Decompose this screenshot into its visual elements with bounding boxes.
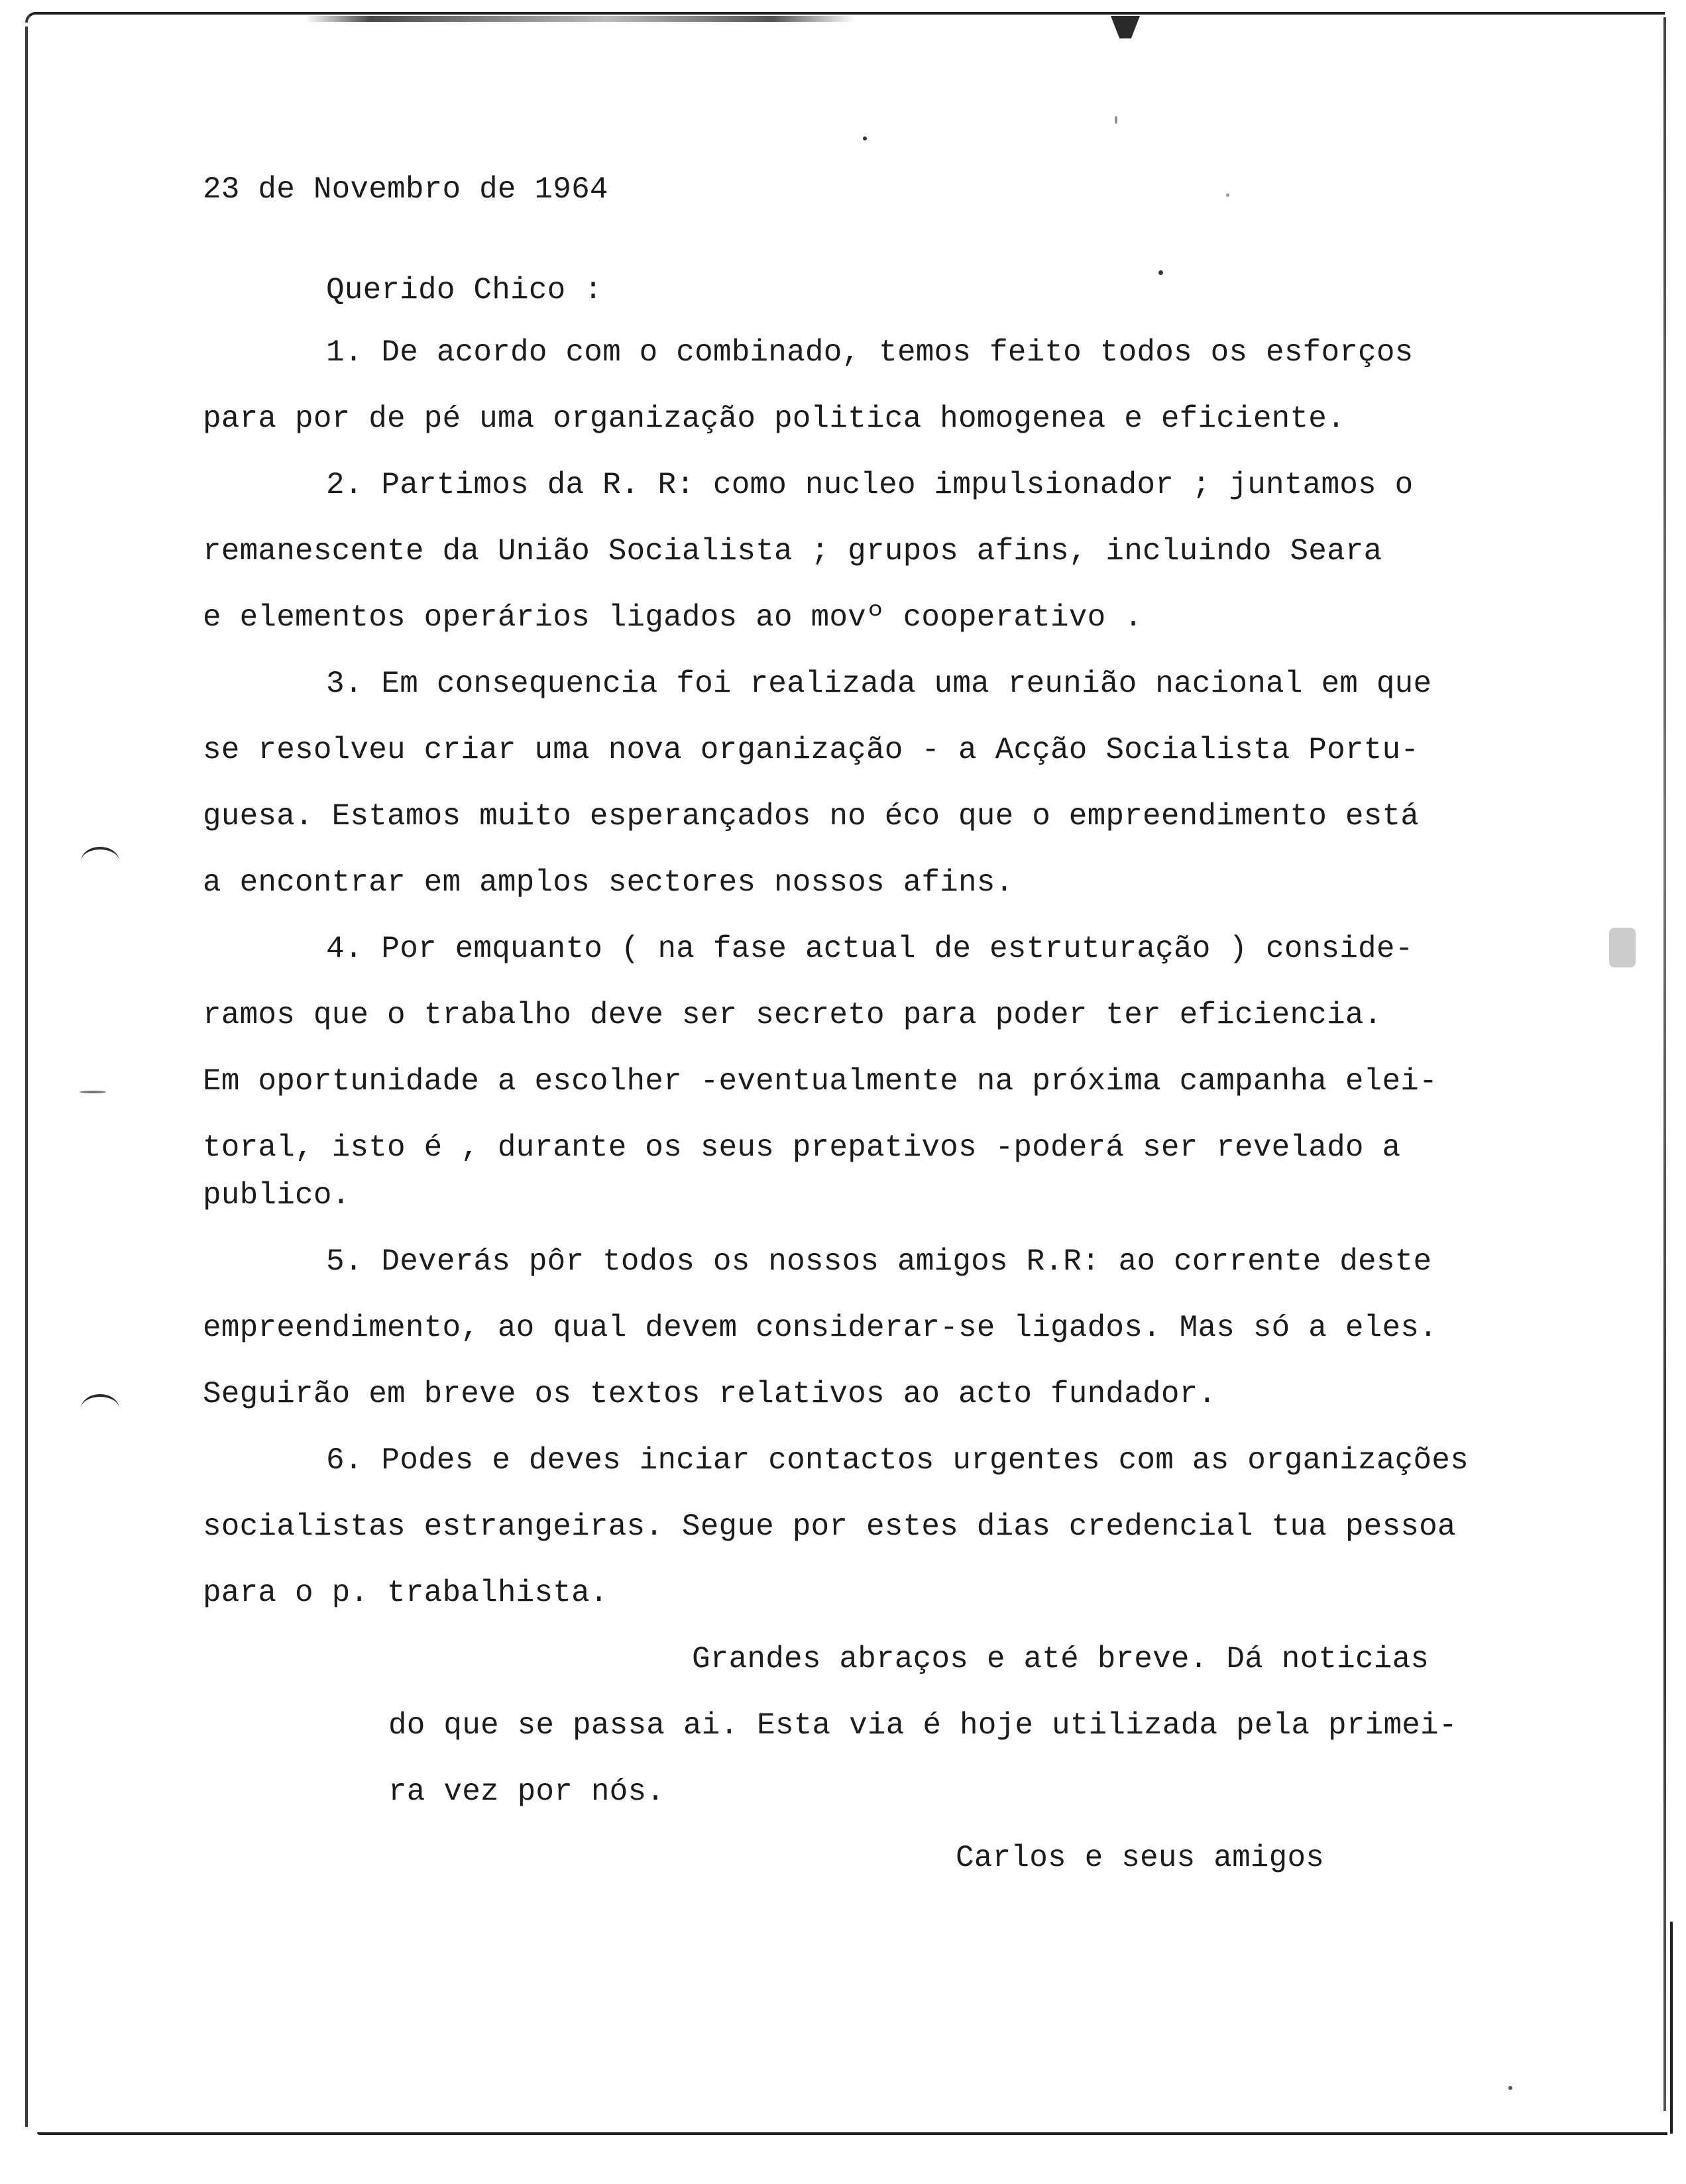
paragraph-line: 1. De acordo com o combinado, temos feito todos os esforços (326, 335, 1414, 370)
frame-left-border (25, 27, 28, 2127)
letter-date: 23 de Novembro de 1964 (203, 172, 608, 207)
paragraph-line: ramos que o trabalho deve ser secreto para poder ter eficiencia. (203, 998, 1382, 1032)
paragraph-line: para por de pé uma organização politica homogenea e eficiente. (203, 402, 1345, 436)
frame-bottom-border (37, 2132, 1667, 2135)
paper-speck (80, 1091, 106, 1093)
paragraph-line: toral, isto é , durante os seus prepativos -poderá ser revelado a (203, 1130, 1401, 1165)
margin-punch-mark (81, 847, 119, 876)
paragraph-line: 6. Podes e deves inciar contactos urgentes com as organizações (326, 1443, 1469, 1478)
frame-top-smudge (305, 16, 855, 22)
frame-right-edge (1654, 1922, 1673, 2134)
closing-line: do que se passa ai. Esta via é hoje utilizada pela primei- (388, 1708, 1457, 1743)
paragraph-line: guesa. Estamos muito esperançados no éco que o empreendimento está (203, 799, 1420, 834)
paper-speck (863, 136, 867, 140)
paper-speck (1115, 116, 1117, 124)
paragraph-line: remanescente da União Socialista ; grupos afins, incluindo Seara (203, 534, 1382, 569)
margin-punch-mark (81, 1394, 119, 1423)
frame-right-border (1663, 17, 1666, 2111)
paper-speck (1158, 270, 1163, 275)
paragraph-line: Em oportunidade a escolher -eventualmente na próxima campanha elei- (203, 1064, 1437, 1099)
paragraph-line: se resolveu criar uma nova organização - a Acção Socialista Portu- (203, 733, 1420, 767)
paragraph-line: 4. Por emquanto ( na fase actual de estruturação ) conside- (326, 932, 1414, 966)
paper-speck (1609, 928, 1636, 967)
signature: Carlos e seus amigos (956, 1841, 1325, 1875)
paragraph-line: 2. Partimos da R. R: como nucleo impulsionador ; juntamos o (326, 468, 1414, 502)
closing-line: ra vez por nós. (388, 1774, 665, 1809)
paragraph-line: publico. (203, 1178, 351, 1213)
closing-line: Grandes abraços e até breve. Dá noticias (692, 1642, 1430, 1676)
paragraph-line: 5. Deverás pôr todos os nossos amigos R.R: ao corrente deste (326, 1244, 1432, 1279)
paragraph-line: 3. Em consequencia foi realizada uma reunião nacional em que (326, 667, 1432, 701)
paragraph-line: empreendimento, ao qual devem considerar-se ligados. Mas só a eles. (203, 1311, 1437, 1345)
paper-speck (1508, 2086, 1512, 2090)
salutation: Querido Chico : (326, 273, 603, 307)
paragraph-line: para o p. trabalhista. (203, 1576, 608, 1610)
paragraph-line: socialistas estrangeiras. Segue por estes dias credencial tua pessoa (203, 1509, 1456, 1544)
paragraph-line: e elementos operários ligados ao movº cooperativo . (203, 600, 1143, 635)
paragraph-line: a encontrar em amplos sectores nossos afins. (203, 865, 1014, 900)
paper-speck (1226, 193, 1229, 197)
paragraph-line: Seguirão em breve os textos relativos ao acto fundador. (203, 1377, 1217, 1411)
frame-top-mark (1111, 16, 1140, 38)
